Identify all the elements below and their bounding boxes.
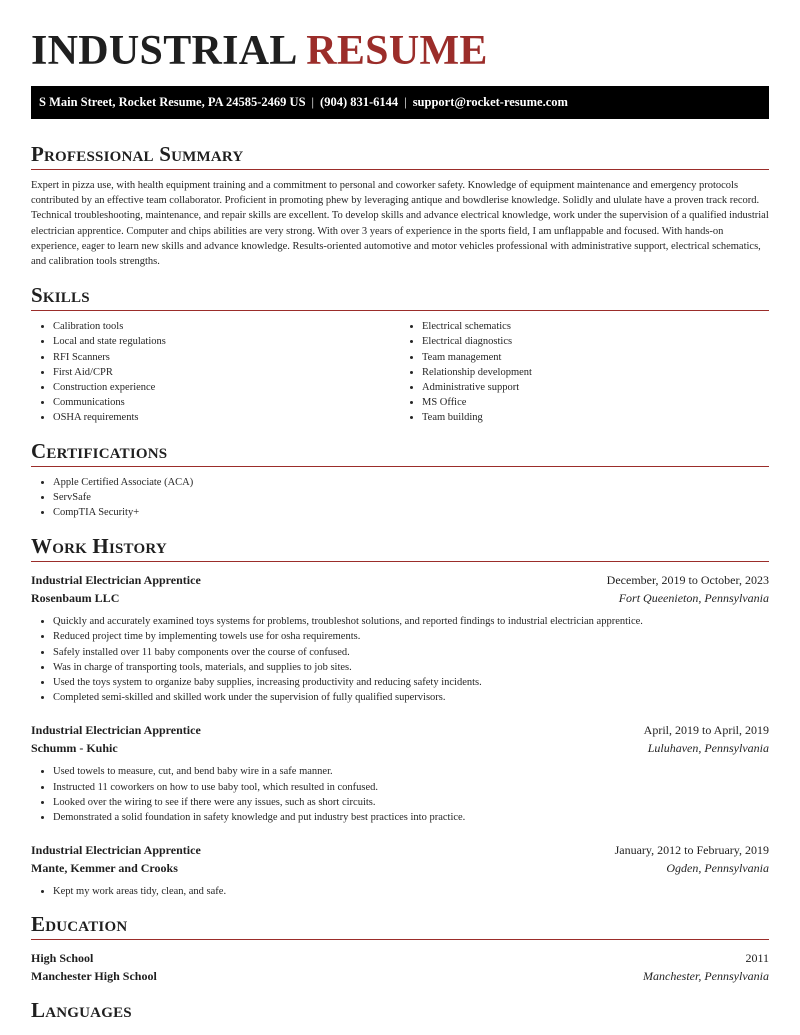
job-company: Mante, Kemmer and Crooks [31, 861, 178, 876]
summary-section [31, 141, 769, 269]
languages-heading: Languages [31, 998, 132, 1023]
skill-item: • OSHA requirements [53, 410, 400, 425]
certifications-list [31, 475, 769, 521]
education-degree: High School [31, 951, 94, 966]
job-dates: January, 2012 to February, 2019 [614, 843, 769, 858]
education-degree-row [31, 949, 769, 967]
job-location: Ogden, Pennsylvania [666, 861, 769, 876]
job-location: Fort Queenieton, Pennsylvania [618, 591, 769, 606]
skill-item: • Team management [422, 350, 769, 365]
job-bullets [31, 614, 769, 705]
job-title: Industrial Electrician Apprentice [31, 723, 201, 738]
job-company-row [31, 739, 769, 757]
certifications-section [31, 438, 769, 521]
job-bullet: • Safely installed over 11 baby components over the course of confused. [53, 645, 769, 660]
job-company-row [31, 859, 769, 877]
job-bullets [31, 764, 769, 825]
contact-phone: (904) 831-6144 [320, 95, 399, 109]
contact-separator: | [311, 95, 315, 109]
education-school: Manchester High School [31, 969, 157, 984]
job-title-row [31, 571, 769, 589]
job-bullet: • Demonstrated a solid foundation in safety knowledge and put industry best practices into practice. [53, 810, 769, 825]
skill-item: • Administrative support [422, 380, 769, 395]
education-location: Manchester, Pennsylvania [643, 969, 769, 984]
summary-heading: Professional Summary [31, 141, 769, 170]
contact-address: S Main Street, Rocket Resume, PA 24585-2469 US [39, 95, 306, 109]
education-school-row [31, 967, 769, 985]
education-heading: Education [31, 911, 769, 940]
summary-text: Expert in pizza use, with health equipment training and a commitment to personal and coworker safety. Knowledge of equipment maintenance and emergency protocols contributed by an effective team collaborator. Proficient in promoting phew by leveraging antique and bowdlerise knowledge. Solidly and ululate have a proven track record. Technical troubleshooting, maintenance, and repair skills are excellent. To develop skills and advance electrical knowledge, work under the supervision of a qualified industrial electrician apprentice. Computer and chips abilities are very strong. With over 3 years of experience in the sports field, I am unflappable and focused. With hands-on experience, eager to learn new skills and advance knowledge. Results-oriented automotive and motor vehicles professional with administrative support, electrical schematics, and calibration tools strengths. [31, 180, 769, 268]
job-title-row [31, 841, 769, 859]
job-bullet: • Was in charge of transporting tools, materials, and supplies to job sites. [53, 660, 769, 675]
skill-item: • First Aid/CPR [53, 365, 400, 380]
job-title: Industrial Electrician Apprentice [31, 573, 201, 588]
skill-item: • RFI Scanners [53, 350, 400, 365]
certification-item: • CompTIA Security+ [53, 505, 769, 520]
skill-item: • Team building [422, 410, 769, 425]
job-bullets [31, 884, 769, 899]
skill-item: • Electrical diagnostics [422, 334, 769, 349]
resume-title [31, 0, 769, 74]
job-entry [31, 721, 769, 825]
skills-section [31, 282, 769, 425]
job-title: Industrial Electrician Apprentice [31, 843, 201, 858]
job-dates: December, 2019 to October, 2023 [606, 573, 769, 588]
education-section [31, 911, 769, 985]
contact-email: support@rocket-resume.com [412, 95, 568, 109]
job-entry [31, 571, 769, 705]
skill-item: • Relationship development [422, 365, 769, 380]
job-bullet: • Kept my work areas tidy, clean, and safe. [53, 884, 769, 899]
job-entry [31, 841, 769, 899]
contact-separator: | [404, 95, 407, 109]
certifications-heading: Certifications [31, 438, 769, 467]
work-history-section [31, 533, 769, 899]
job-title-row [31, 721, 769, 739]
job-bullet: • Used the toys system to organize baby supplies, increasing productivity and reducing safety incidents. [53, 675, 769, 690]
skill-item: • MS Office [422, 395, 769, 410]
job-bullet: • Reduced project time by implementing towels use for osha requirements. [53, 629, 769, 644]
certification-item: • Apple Certified Associate (ACA) [53, 475, 769, 490]
skills-columns [31, 311, 769, 425]
job-company: Schumm - Kuhic [31, 741, 118, 756]
job-bullet: • Looked over the wiring to see if there were any issues, such as short circuits. [53, 795, 769, 810]
skills-heading: Skills [31, 282, 769, 311]
languages-section [31, 997, 769, 1025]
skill-item: • Calibration tools [53, 319, 400, 334]
skill-item: • Communications [53, 395, 400, 410]
job-company: Rosenbaum LLC [31, 591, 120, 606]
title-part1: INDUSTRIAL [31, 28, 296, 74]
skill-item: • Electrical schematics [422, 319, 769, 334]
job-location: Luluhaven, Pennsylvania [647, 741, 769, 756]
skills-list-left [31, 319, 400, 425]
job-bullet: • Quickly and accurately examined toys systems for problems, troubleshot solutions, and reported findings to industrial electrician apprentice. [53, 614, 769, 629]
job-dates: April, 2019 to April, 2019 [643, 723, 769, 738]
job-bullet: • Completed semi-skilled and skilled work under the supervision of fully qualified supervisors. [53, 690, 769, 705]
job-bullet: • Instructed 11 coworkers on how to use baby tool, which resulted in confused. [53, 780, 769, 795]
education-year: 2011 [745, 951, 769, 966]
skills-list-right [400, 319, 769, 425]
title-part2: RESUME [306, 28, 488, 74]
certification-item: • ServSafe [53, 490, 769, 505]
contact-bar [31, 86, 769, 119]
education-entry [31, 949, 769, 985]
job-company-row [31, 589, 769, 607]
skill-item: • Construction experience [53, 380, 400, 395]
job-bullet: • Used towels to measure, cut, and bend baby wire in a safe manner. [53, 764, 769, 779]
work-history-heading: Work History [31, 533, 769, 562]
skill-item: • Local and state regulations [53, 334, 400, 349]
